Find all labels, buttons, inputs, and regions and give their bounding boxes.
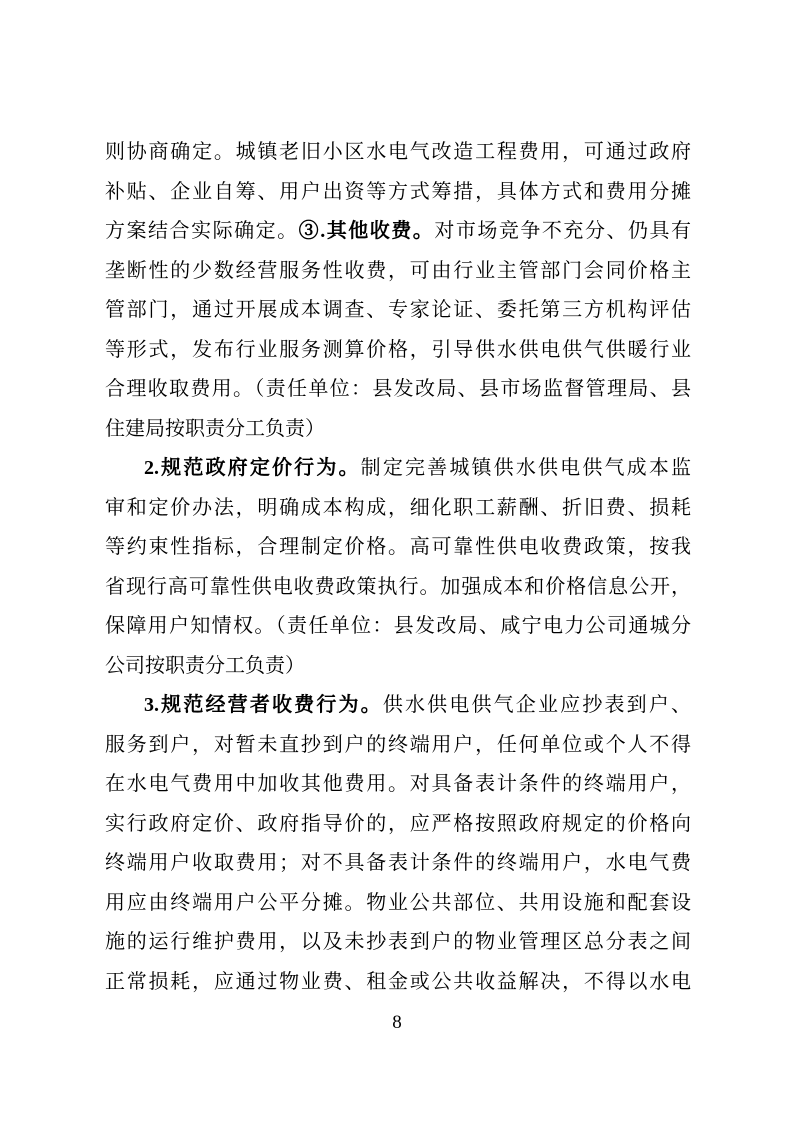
text-line — [105, 212, 691, 252]
text-line — [105, 805, 691, 845]
text-segment: 方案结合实际确定。 — [105, 220, 299, 242]
text-line — [105, 884, 691, 924]
text-segment: 保障用户知情权。（责任单位：县发改局、咸宁电力公司通城分 — [105, 615, 691, 637]
text-segment: 施的运行维护费用，以及未抄表到户的物业管理区总分表之间 — [105, 931, 691, 953]
text-line — [105, 133, 691, 173]
paragraph — [105, 686, 691, 1002]
text-line — [105, 844, 691, 884]
text-line — [105, 370, 691, 410]
text-line — [105, 410, 691, 450]
text-line — [105, 726, 691, 766]
paragraph — [105, 133, 691, 449]
text-segment: 垄断性的少数经营服务性收费，可由行业主管部门会同价格主 — [105, 259, 691, 282]
bold-heading: 2.规范政府定价行为。 — [144, 457, 361, 479]
text-segment: 终端用户收取费用；对不具备表计条件的终端用户，水电气费 — [105, 852, 691, 874]
bold-heading: 3.规范经营者收费行为。 — [144, 694, 383, 716]
text-line — [105, 686, 691, 726]
text-segment: 公司按职责分工负责） — [105, 654, 305, 677]
text-segment: 等形式，发布行业服务测算价格，引导供水供电供气供暖行业 — [105, 338, 691, 361]
text-segment: 正常损耗，应通过物业费、租金或公共收益解决，不得以水电 — [105, 970, 691, 993]
text-line — [105, 528, 691, 568]
text-segment: 住建局按职责分工负责） — [105, 417, 325, 440]
text-segment: 供水供电供气企业应抄表到户、 — [382, 694, 692, 716]
bold-heading: ③.其他收费。 — [298, 220, 435, 242]
text-line — [105, 331, 691, 371]
text-line — [105, 607, 691, 647]
text-segment: 制定完善城镇供水供电供气成本监 — [360, 457, 692, 479]
text-segment: 服务到户，对暂未直抄到户的终端用户，任何单位或个人不得 — [105, 733, 691, 756]
document-body — [105, 133, 691, 1002]
text-line — [105, 291, 691, 331]
text-segment: 对市场竞争不充分、仍具有 — [434, 220, 692, 242]
text-line — [105, 963, 691, 1003]
page-number: 8 — [392, 1012, 402, 1033]
text-line — [105, 568, 691, 608]
text-segment: 等约束性指标，合理制定价格。高可靠性供电收费政策，按我 — [105, 536, 691, 558]
text-line — [105, 923, 691, 963]
text-segment: 则协商确定。城镇老旧小区水电气改造工程费用，可通过政府 — [105, 141, 691, 163]
text-line — [105, 252, 691, 292]
paragraph — [105, 449, 691, 686]
text-segment: 合理收取费用。（责任单位：县发改局、县市场监督管理局、县 — [105, 378, 691, 400]
text-segment: 实行政府定价、政府指导价的，应严格按照政府规定的价格向 — [105, 812, 691, 835]
text-line — [105, 765, 691, 805]
text-line — [105, 173, 691, 213]
text-segment: 补贴、企业自筹、用户出资等方式筹措，具体方式和费用分摊 — [105, 180, 691, 203]
text-line — [105, 489, 691, 529]
text-segment: 省现行高可靠性供电收费政策执行。加强成本和价格信息公开， — [105, 575, 691, 598]
text-line — [105, 647, 691, 687]
text-segment: 用应由终端用户公平分摊。物业公共部位、共用设施和配套设 — [105, 891, 691, 914]
text-line — [105, 449, 691, 489]
text-segment: 管部门，通过开展成本调查、专家论证、委托第三方机构评估 — [105, 299, 691, 321]
page-footer — [0, 1010, 794, 1036]
text-segment: 审和定价办法，明确成本构成，细化职工薪酬、折旧费、损耗 — [105, 496, 691, 519]
text-segment: 在水电气费用中加收其他费用。对具备表计条件的终端用户， — [105, 773, 691, 795]
